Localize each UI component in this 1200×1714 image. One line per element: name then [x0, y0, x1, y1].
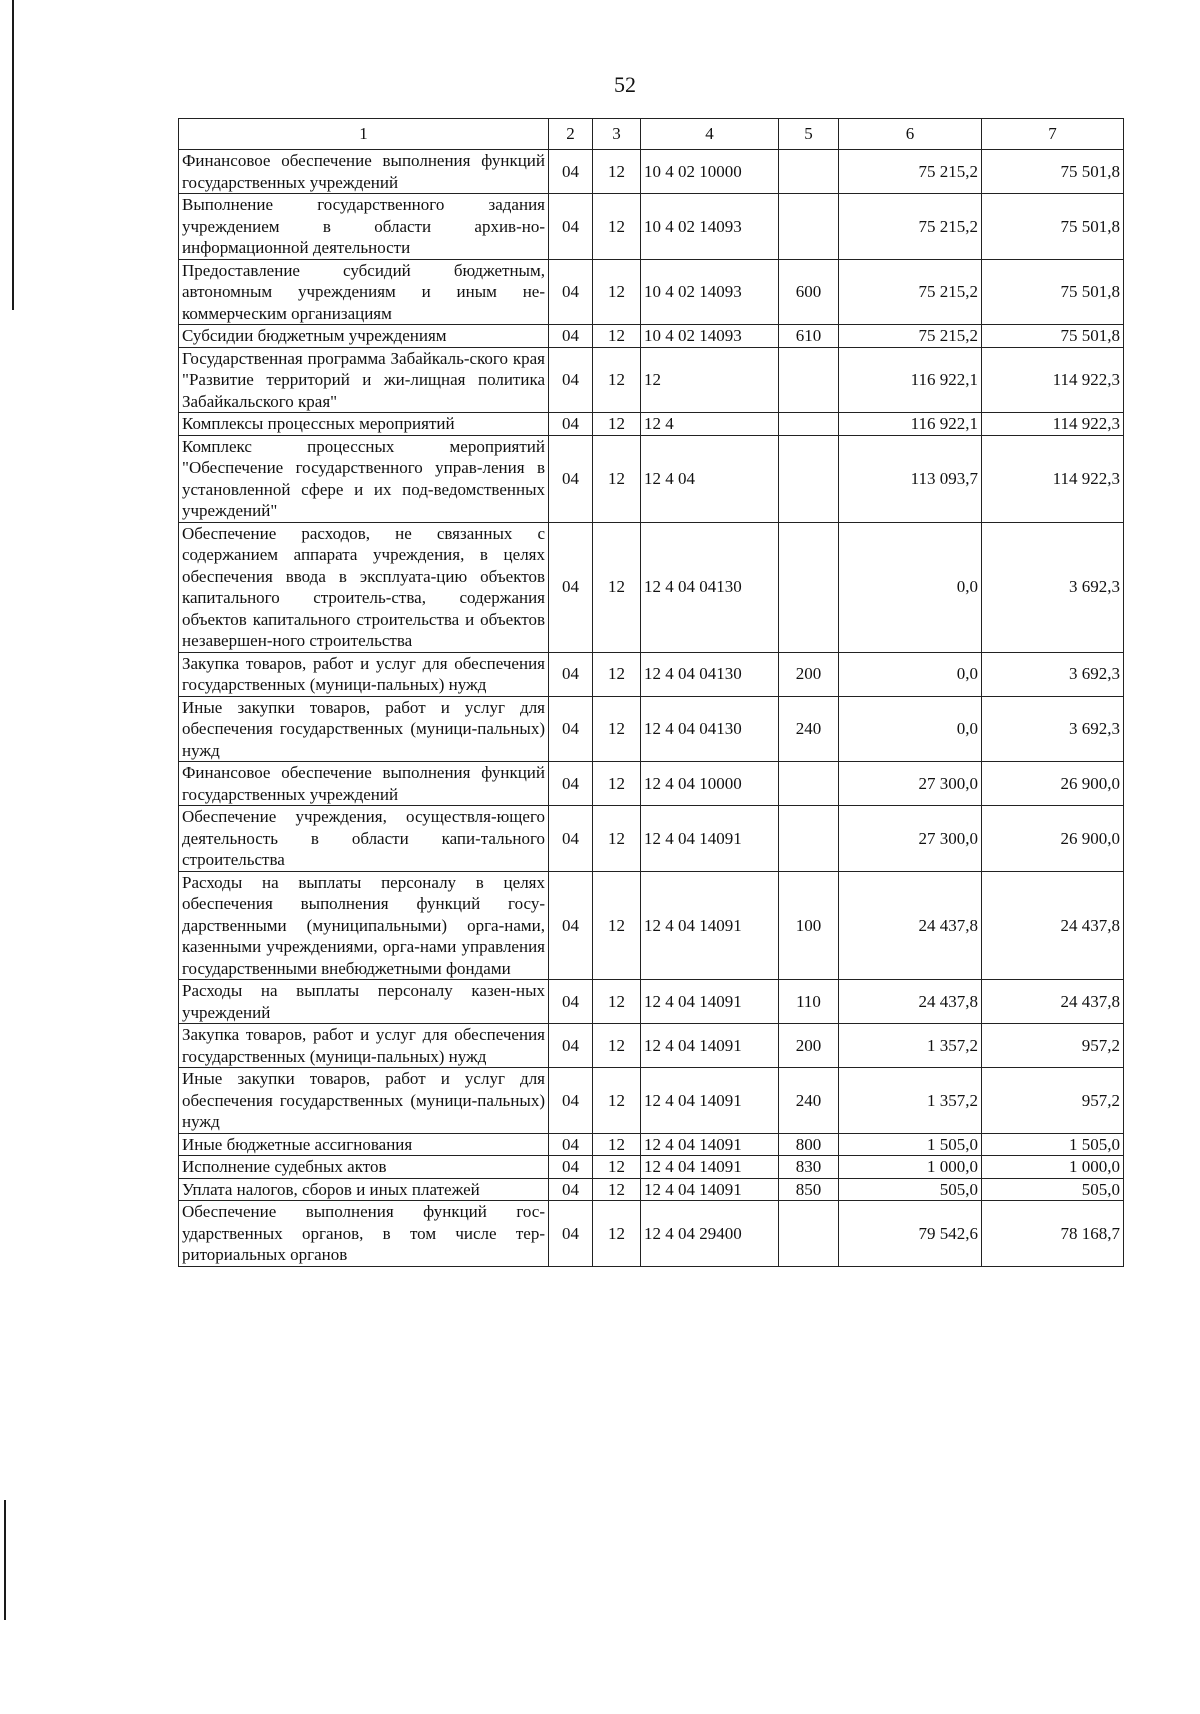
row-target-code-cell: 12 4 04 14091	[641, 806, 779, 872]
row-name-cell: Исполнение судебных актов	[179, 1156, 549, 1179]
row-target-code-cell: 12 4 04 14091	[641, 1068, 779, 1134]
row-amount-year2-cell: 24 437,8	[982, 871, 1124, 980]
row-subsection-cell: 12	[593, 194, 641, 260]
row-amount-year2-cell: 957,2	[982, 1024, 1124, 1068]
row-subsection-cell: 12	[593, 1178, 641, 1201]
row-target-code-cell: 12 4 04 14091	[641, 871, 779, 980]
column-header: 4	[641, 119, 779, 150]
row-section-cell: 04	[549, 435, 593, 522]
row-amount-year1-cell: 1 357,2	[839, 1024, 982, 1068]
row-target-code-cell: 12 4 04 04130	[641, 696, 779, 762]
row-subsection-cell: 12	[593, 1201, 641, 1267]
row-name-cell: Субсидии бюджетным учреждениям	[179, 325, 549, 348]
row-amount-year2-cell: 78 168,7	[982, 1201, 1124, 1267]
row-amount-year2-cell: 24 437,8	[982, 980, 1124, 1024]
row-subsection-cell: 12	[593, 871, 641, 980]
column-header: 3	[593, 119, 641, 150]
row-expense-type-cell: 240	[779, 1068, 839, 1134]
row-subsection-cell: 12	[593, 522, 641, 652]
row-expense-type-cell: 200	[779, 1024, 839, 1068]
row-target-code-cell: 12 4 04 14091	[641, 1178, 779, 1201]
row-amount-year1-cell: 75 215,2	[839, 325, 982, 348]
row-expense-type-cell: 600	[779, 259, 839, 325]
row-section-cell: 04	[549, 522, 593, 652]
row-subsection-cell: 12	[593, 652, 641, 696]
row-target-code-cell: 12 4 04 14091	[641, 980, 779, 1024]
row-name-cell: Закупка товаров, работ и услуг для обеспечения государственных (муници-пальных) нужд	[179, 652, 549, 696]
row-subsection-cell: 12	[593, 1068, 641, 1134]
row-section-cell: 04	[549, 413, 593, 436]
table-row	[179, 194, 1124, 260]
row-section-cell: 04	[549, 1068, 593, 1134]
row-section-cell: 04	[549, 652, 593, 696]
row-amount-year1-cell: 75 215,2	[839, 150, 982, 194]
row-subsection-cell: 12	[593, 325, 641, 348]
table-row	[179, 259, 1124, 325]
row-name-cell: Государственная программа Забайкаль-ского края "Развитие территорий и жи-лищная политика Забайкальского края"	[179, 347, 549, 413]
table-row	[179, 980, 1124, 1024]
row-section-cell: 04	[549, 325, 593, 348]
row-amount-year1-cell: 79 542,6	[839, 1201, 982, 1267]
row-amount-year2-cell: 75 501,8	[982, 150, 1124, 194]
table-row	[179, 1068, 1124, 1134]
row-target-code-cell: 12 4 04 14091	[641, 1024, 779, 1068]
row-section-cell: 04	[549, 1133, 593, 1156]
row-expense-type-cell	[779, 1201, 839, 1267]
row-name-cell: Иные бюджетные ассигнования	[179, 1133, 549, 1156]
row-target-code-cell: 12 4 04 10000	[641, 762, 779, 806]
row-expense-type-cell: 200	[779, 652, 839, 696]
table-row	[179, 1133, 1124, 1156]
row-amount-year2-cell: 505,0	[982, 1178, 1124, 1201]
row-amount-year1-cell: 1 357,2	[839, 1068, 982, 1134]
row-amount-year1-cell: 24 437,8	[839, 980, 982, 1024]
table-row	[179, 762, 1124, 806]
row-name-cell: Комплексы процессных мероприятий	[179, 413, 549, 436]
table-row	[179, 1024, 1124, 1068]
row-name-cell: Обеспечение расходов, не связанных с содержанием аппарата учреждения, в целях обеспечения ввода в эксплуата-цию объектов капитального строитель-ства, содержания объектов капитального строительства и объектов незавершен-ного строительства	[179, 522, 549, 652]
row-amount-year2-cell: 3 692,3	[982, 652, 1124, 696]
row-section-cell: 04	[549, 347, 593, 413]
row-section-cell: 04	[549, 194, 593, 260]
row-expense-type-cell	[779, 150, 839, 194]
column-header: 2	[549, 119, 593, 150]
row-subsection-cell: 12	[593, 413, 641, 436]
row-amount-year2-cell: 114 922,3	[982, 435, 1124, 522]
row-subsection-cell: 12	[593, 806, 641, 872]
row-amount-year1-cell: 27 300,0	[839, 762, 982, 806]
row-target-code-cell: 10 4 02 10000	[641, 150, 779, 194]
column-header: 7	[982, 119, 1124, 150]
row-expense-type-cell	[779, 194, 839, 260]
row-subsection-cell: 12	[593, 1133, 641, 1156]
row-target-code-cell: 10 4 02 14093	[641, 194, 779, 260]
row-name-cell: Иные закупки товаров, работ и услуг для обеспечения государственных (муници-пальных) нужд	[179, 1068, 549, 1134]
row-expense-type-cell: 240	[779, 696, 839, 762]
row-subsection-cell: 12	[593, 696, 641, 762]
row-amount-year1-cell: 113 093,7	[839, 435, 982, 522]
row-amount-year2-cell: 3 692,3	[982, 522, 1124, 652]
row-section-cell: 04	[549, 806, 593, 872]
row-name-cell: Финансовое обеспечение выполнения функций государственных учреждений	[179, 762, 549, 806]
column-header: 5	[779, 119, 839, 150]
row-subsection-cell: 12	[593, 1156, 641, 1179]
row-amount-year2-cell: 1 000,0	[982, 1156, 1124, 1179]
row-amount-year1-cell: 116 922,1	[839, 413, 982, 436]
row-amount-year2-cell: 26 900,0	[982, 806, 1124, 872]
row-amount-year2-cell: 75 501,8	[982, 325, 1124, 348]
row-subsection-cell: 12	[593, 1024, 641, 1068]
row-expense-type-cell: 610	[779, 325, 839, 348]
row-name-cell: Закупка товаров, работ и услуг для обеспечения государственных (муници-пальных) нужд	[179, 1024, 549, 1068]
row-amount-year1-cell: 505,0	[839, 1178, 982, 1201]
row-subsection-cell: 12	[593, 150, 641, 194]
row-amount-year2-cell: 114 922,3	[982, 347, 1124, 413]
row-amount-year1-cell: 0,0	[839, 696, 982, 762]
row-subsection-cell: 12	[593, 435, 641, 522]
column-header: 6	[839, 119, 982, 150]
row-subsection-cell: 12	[593, 259, 641, 325]
row-expense-type-cell	[779, 762, 839, 806]
row-expense-type-cell: 100	[779, 871, 839, 980]
column-header: 1	[179, 119, 549, 150]
row-section-cell: 04	[549, 150, 593, 194]
table-row	[179, 522, 1124, 652]
row-name-cell: Комплекс процессных мероприятий "Обеспечение государственного управ-ления в установленной сфере и их под-ведомственных учреждений"	[179, 435, 549, 522]
row-target-code-cell: 10 4 02 14093	[641, 325, 779, 348]
row-name-cell: Обеспечение учреждения, осуществля-ющего деятельность в области капи-тального строительства	[179, 806, 549, 872]
row-section-cell: 04	[549, 871, 593, 980]
row-section-cell: 04	[549, 1024, 593, 1068]
table-row	[179, 1201, 1124, 1267]
row-section-cell: 04	[549, 762, 593, 806]
row-target-code-cell: 12 4 04 04130	[641, 522, 779, 652]
row-name-cell: Обеспечение выполнения функций гос-ударственных органов, в том числе тер-риториальных органов	[179, 1201, 549, 1267]
row-name-cell: Расходы на выплаты персоналу казен-ных учреждений	[179, 980, 549, 1024]
budget-table	[178, 118, 1124, 1267]
row-amount-year1-cell: 27 300,0	[839, 806, 982, 872]
scan-edge-mark-bottom	[4, 1500, 6, 1620]
row-amount-year2-cell: 75 501,8	[982, 194, 1124, 260]
row-section-cell: 04	[549, 1156, 593, 1179]
row-name-cell: Финансовое обеспечение выполнения функций государственных учреждений	[179, 150, 549, 194]
table-row	[179, 871, 1124, 980]
row-name-cell: Выполнение государственного задания учреждением в области архив-но-информационной деятельности	[179, 194, 549, 260]
row-name-cell: Предоставление субсидий бюджетным, автономным учреждениям и иным не-коммерческим организациям	[179, 259, 549, 325]
row-section-cell: 04	[549, 1178, 593, 1201]
row-amount-year1-cell: 116 922,1	[839, 347, 982, 413]
row-expense-type-cell: 110	[779, 980, 839, 1024]
row-expense-type-cell	[779, 522, 839, 652]
row-amount-year1-cell: 75 215,2	[839, 194, 982, 260]
scan-edge-mark-top	[12, 0, 14, 310]
table-row	[179, 1156, 1124, 1179]
table-row	[179, 150, 1124, 194]
row-amount-year2-cell: 3 692,3	[982, 696, 1124, 762]
row-subsection-cell: 12	[593, 980, 641, 1024]
row-target-code-cell: 12 4	[641, 413, 779, 436]
row-amount-year2-cell: 75 501,8	[982, 259, 1124, 325]
table-row	[179, 1178, 1124, 1201]
table-row	[179, 435, 1124, 522]
row-section-cell: 04	[549, 696, 593, 762]
table-header-row	[179, 119, 1124, 150]
row-amount-year1-cell: 1 505,0	[839, 1133, 982, 1156]
row-subsection-cell: 12	[593, 762, 641, 806]
row-section-cell: 04	[549, 259, 593, 325]
row-amount-year2-cell: 1 505,0	[982, 1133, 1124, 1156]
row-expense-type-cell: 850	[779, 1178, 839, 1201]
row-amount-year2-cell: 114 922,3	[982, 413, 1124, 436]
table-row	[179, 696, 1124, 762]
row-subsection-cell: 12	[593, 347, 641, 413]
row-expense-type-cell	[779, 435, 839, 522]
table-row	[179, 325, 1124, 348]
row-name-cell: Расходы на выплаты персоналу в целях обеспечения выполнения функций госу-дарственными (муниципальными) орга-нами, казенными учреждениями, орга-нами управления государственными внебюджетными фондами	[179, 871, 549, 980]
row-target-code-cell: 12	[641, 347, 779, 413]
row-expense-type-cell: 830	[779, 1156, 839, 1179]
row-target-code-cell: 12 4 04 04130	[641, 652, 779, 696]
row-target-code-cell: 12 4 04 29400	[641, 1201, 779, 1267]
table-row	[179, 347, 1124, 413]
row-section-cell: 04	[549, 1201, 593, 1267]
row-amount-year1-cell: 0,0	[839, 522, 982, 652]
row-amount-year1-cell: 1 000,0	[839, 1156, 982, 1179]
row-expense-type-cell	[779, 413, 839, 436]
row-target-code-cell: 10 4 02 14093	[641, 259, 779, 325]
row-target-code-cell: 12 4 04 14091	[641, 1156, 779, 1179]
row-target-code-cell: 12 4 04 14091	[641, 1133, 779, 1156]
row-expense-type-cell	[779, 806, 839, 872]
table-row	[179, 652, 1124, 696]
row-name-cell: Иные закупки товаров, работ и услуг для обеспечения государственных (муници-пальных) нужд	[179, 696, 549, 762]
row-amount-year1-cell: 75 215,2	[839, 259, 982, 325]
row-amount-year1-cell: 0,0	[839, 652, 982, 696]
table-row	[179, 806, 1124, 872]
row-section-cell: 04	[549, 980, 593, 1024]
page-number: 52	[614, 72, 636, 97]
row-amount-year1-cell: 24 437,8	[839, 871, 982, 980]
row-name-cell: Уплата налогов, сборов и иных платежей	[179, 1178, 549, 1201]
row-amount-year2-cell: 957,2	[982, 1068, 1124, 1134]
row-amount-year2-cell: 26 900,0	[982, 762, 1124, 806]
table-row	[179, 413, 1124, 436]
row-target-code-cell: 12 4 04	[641, 435, 779, 522]
row-expense-type-cell	[779, 347, 839, 413]
row-expense-type-cell: 800	[779, 1133, 839, 1156]
